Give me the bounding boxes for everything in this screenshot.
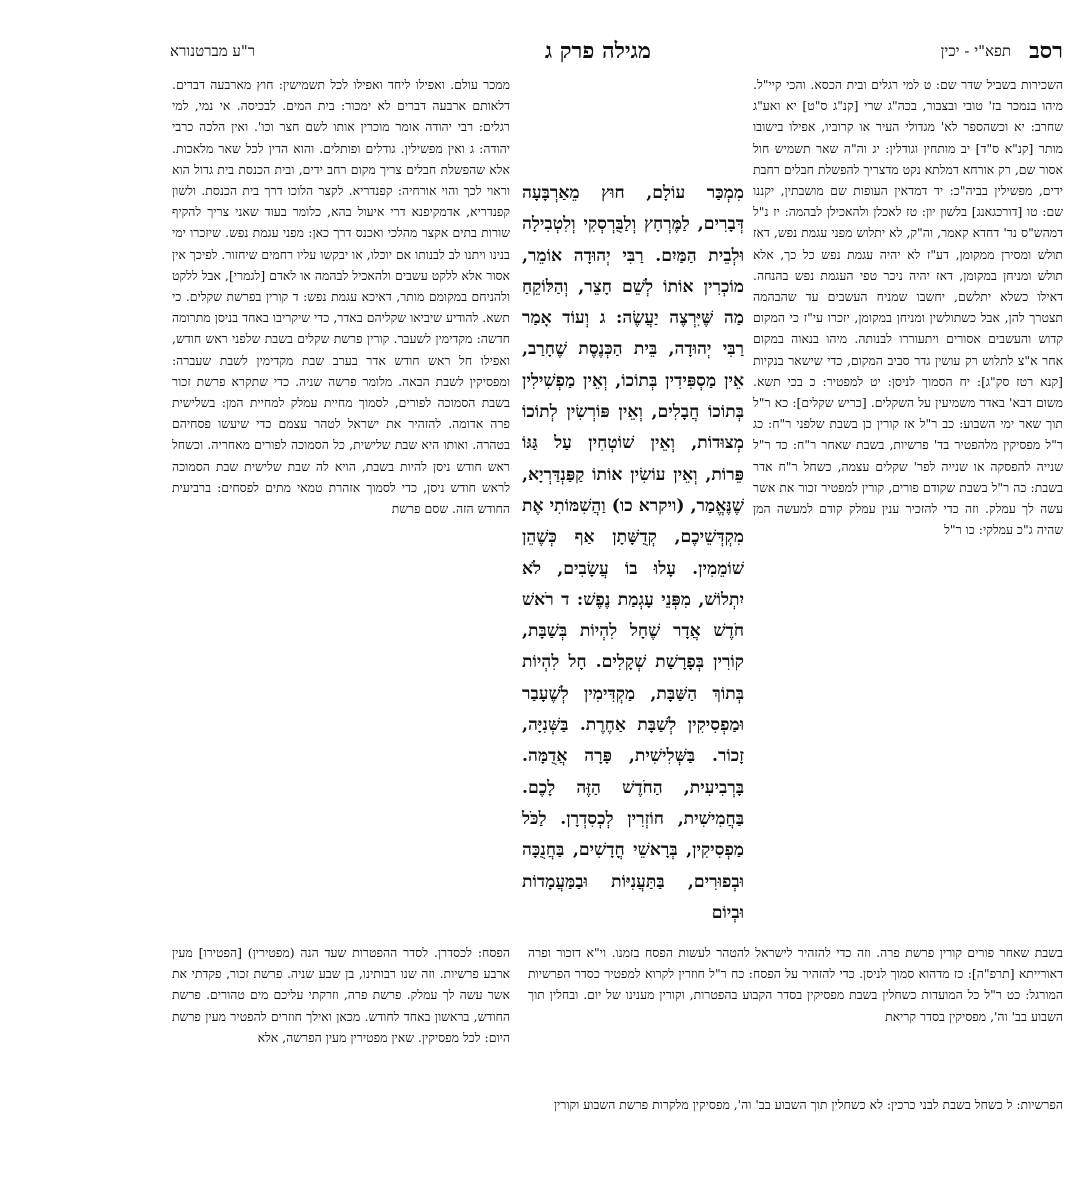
bartenura-commentary-column bbox=[172, 74, 510, 519]
page-header bbox=[170, 34, 1063, 68]
bartenura-commentary-bottom bbox=[172, 942, 510, 1048]
yachin-commentary-text: השכירות בשביל שדר שם: ט למי רגלים ובית הכסא. והכי קיי"ל. מיהו בנמכר בז' טובי ובצבור, בכה"ג שרי [קנ"ג ס"ט] יא ואע"ג שחרב: יא וכשהספר לא' מגדולי העיר או קרוביו, אפילו בישובו מותר [קנ"א ס"ד] יב מותחין וגודלין: יג וה"ה שאר תשמיש חול אסור שם, רק אורחא דמלתא נקט מדצריך להפשלת חבלים רחבת ידים, מפשילין בביה"כ: יד דמדאין העופות שם מושבתין, יקננו שם: טו [דורכגאנג] בלשון יון: טז לאכלן ולהאכילן לבהמה: יז נ"ל דמהש"ס נר' דחדא קאמר, וה"ק, לא יתלוש מפני עגמת נפש, דאז תולש ומסירן ממקומן, דע"ז לא יהיה עגמת נפש כל כך, אלא תולש ומניחן במקומן, דאז יהיה ניכר טפי העגמת נפש בהנחה. דאילו כשלא יתלשם, יחשבו שמניח העשבים עד שהבהמה תצטרך להן, אבל כשתולשין ומניחן במקומן, יזכרו עי"ז כי המקום קדוש והעשבים אסורים ויתעוררו לבנותה. מיהו בנאוה במקום אחר א"צ לתלוש רק עושין גדר סביב המקום, כדי שישאר בנקיות [קנא רטז סק"ג]: יח הסמוך לניסן: יט למפטיר: כ בכי תשא. משום דבא' באדר משמיעין על השקלים. [כריש שקלים]: כא ר"ל תוך שאר ימי השבוע: כב ר"ל אז קורין כן בשבת שלפני ר"ח: כג ר"ל מפסיקין מלהפטיר בד' פרשיות, בשבת שאחר ר"ח: כד ר"ל שנייה להפסקה או שנייה לפר' שקלים עצמה, כשחל ר"ח אדר בשבת: כה ר"ל בשבת שקודם פורים, קורין למפטיר זכור את אשר עשה לך עמלק. וזה כדי להזכיר ענין עמלק קודם למעשה המן שהיה ג"כ עמלקי: כו ר"ל bbox=[753, 77, 1063, 538]
mishna-text-block bbox=[522, 178, 744, 929]
yachin-commentary-bottom-text: בשבת שאחר פורים קורין פרשת פרה. וזה כדי להזהיר לישראל להטהר לעשות הפסח בזמנו. וי"א דזכור ופרה דאורייתא [תרפ"ה]: כז מדהוא סמוך לניסן. כדי להזהיר על הפסח: כח ר"ל חוזרין לקרוא למפטיר כסדר הפרשיות המורגל: כט ר"ל כל המועדות כשחלין בשבת מפסיקין בסדר הקבוע בהפטרות, וקורין מענינו של יום. ובחלין תוך השבוע בב' וה', מפסיקין בסדר קריאת bbox=[528, 945, 1063, 1024]
folio-number: רסב bbox=[1029, 38, 1063, 64]
mishna-text: מִמְכַּר עוֹלָם, חוּץ מֵאַרְבָּעָה דְּבָרִים, לַמֶּרְחָץ וְלַבֻּרְסְקִי וְלִטְבִילָה וּלְבֵית הַמַּיִם. רַבִּי יְהוּדָה אוֹמֵר, מוֹכְרִין אוֹתוֹ לְשֵׁם חָצֵר, וְהַלּוֹקֵחַ מַה שֶּׁיִּרְצֶה יַעֲשֶׂה: ג וְעוֹד אָמַר רַבִּי יְהוּדָה, בֵּית הַכְּנֶסֶת שֶׁחָרַב, אֵין מַסְפִּידִין בְּתוֹכוֹ, וְאֵין מַפְשִׁילִין בְּתוֹכוֹ חֲבָלִים, וְאֵין פּוֹרְשִׂין לְתוֹכוֹ מְצוּדוֹת, וְאֵין שׁוֹטְחִין עַל גַּגּוֹ פֵּרוֹת, וְאֵין עוֹשִׂין אוֹתוֹ קַפַּנְדַּרְיָא, שֶׁנֶּאֱמַר, (ויקרא כו) וַהֲשִׁמּוֹתִי אֶת מִקְדְּשֵׁיכֶם, קְדֻשָּׁתָן אַף כְּשֶׁהֵן שׁוֹמֵמִין. עָלוּ בוֹ עֲשָׂבִים, לֹא יִתְלוֹשׁ, מִפְּנֵי עָגְמַת נֶפֶשׁ: ד רֹאשׁ חֹדֶשׁ אֲדָר שֶׁחָל לִהְיוֹת בְּשַׁבָּת, קוֹרִין בְּפָרָשַׁת שְׁקָלִים. חָל לִהְיוֹת בְּתוֹךְ הַשַּׁבָּת, מַקְדִּימִין לְשֶׁעָבַר וּמַפְסִיקִין לְשַׁבָּת אַחֶרֶת. בַּשְּׁנִיָּה, זָכוֹר. בַּשְּׁלִישִׁית, פָּרָה אֲדֻמָּה. בָּרְבִיעִית, הַחֹדֶשׁ הַזֶּה לָכֶם. בַּחֲמִישִׁית, חוֹזְרִין לְכְסִדְרָן. לַכֹּל מַפְסִיקִין, בְּרָאשֵׁי חֳדָשִׁים, בַּחֲנֻכָּה וּבְפוּרִים, בַּתַּעֲנִיּוֹת וּבַמַּעֲמָדוֹת וּבְיוֹם bbox=[522, 183, 744, 923]
commentator-name: ר"ע מברטנורא bbox=[170, 41, 256, 60]
page-title: מגילה פרק ג bbox=[544, 38, 651, 64]
bartenura-commentary-bottom-text: הפסח: לכסדרן. לסדר ההפטרות שעד הנה (מפטירין) [הפטירו] מעין ארבע פרשיות. וזה שנו רבותינו, בן שבע שניה. פרשת זכור, פקדתי את אשר עשה לך עמלק. פרשת פרה, וזרקתי עליכם מים טהורים. פרשת החודש, בראשון באחד לחודש. מכאן ואילך חוזרים להפטיר מעין פרשת היום: לכל מפסיקין. שאין מפטירין מעין הפרשה, אלא bbox=[172, 945, 510, 1045]
running-head: תפא"י - יכין bbox=[940, 41, 1012, 60]
yachin-commentary-column bbox=[753, 74, 1063, 540]
bottom-commentary-line bbox=[168, 1094, 1063, 1115]
header-left bbox=[170, 42, 255, 61]
header-right bbox=[941, 38, 1063, 64]
yachin-commentary-bottom bbox=[528, 942, 1063, 1027]
bottom-commentary-text: הפרשיות: ל כשחל בשבת לבני כרכין: לא כשחלין תוך השבוע בב' וה', מפסיקין מלקרות פרשת השבוע וקורין bbox=[553, 1097, 1063, 1112]
bartenura-commentary-text: ממכר עולם. ואפילו ליחד ואפילו לכל תשמישין: חוץ מארבעה דברים. דלאותם ארבעה דברים לא ימכור: בית המים. לבכיסה. אי נמי, למי רגלים: רבי יהודה אומר מוכרין אותו לשם חצר וכו'. ואין הלכה כרבי יהודה: ג ואין מפשילין. גודלים ופותלים. והוא הדין לכל שאר מלאכות. אלא שהפשלת חבלים צריך מקום רחב ידים, ובית הכנסת בית גדול הוא וראוי לכך והוי אורחיה: קפנדריא. לקצר הלוכו דרך בית הכנסת. ולשון קפנדריא, אדמקיפנא דרי איעול בהא, כלומר בעוד שאני צריך להקיף שורות בתים אקצר מהלכי ואכנס דרך כאן: מפני עגמת נפש. שיזכרו ימי בנינו ויתנו לב לבנותו אם יוכלו, או יבקשו עליו רחמים שיחזור. לפיכך אין אסור אלא ללקט עשבים ולהאכיל לבהמה או לאדם [לגמרי], אבל ללקט ולהניחם במקומם מותר, דאיכא עגמת נפש: ד קורין בפרשת שקלים. כי תשא. להודיע שיביאו שקליהם באדר, כדי שיקריבו באחד בניסן מתרומה חדשה: מקדימין לשעבר. קורין פרשת שקלים בשבת שלפני ראש חודש, ואפילו חל ראש חודש אדר בערב שבת מקדימין לשבת שעברה: ומפסיקין לשבת הבאה. מלומר פרשה שניה. כדי שתקרא פרשת זכור בשבת הסמוכה לפורים, לסמוך מחיית עמלק למחיית המן: בשלישית פרה אדומה. להזהיר את ישראל לטהר עצמם כדי שיעשו פסחיהם בטהרה. ואותו היא שבת שלישית, כל הסמוכה לפורים מאחריה. וכשחל ראש חודש ניסן להיות בשבת, הויא לה שבת שלישית שבת הסמוכה לראש חודש ניסן, כדי לסמוך אזהרת טמאי מתים לפסחים: ברביעית החודש הזה. שסם פרשת bbox=[172, 77, 510, 517]
